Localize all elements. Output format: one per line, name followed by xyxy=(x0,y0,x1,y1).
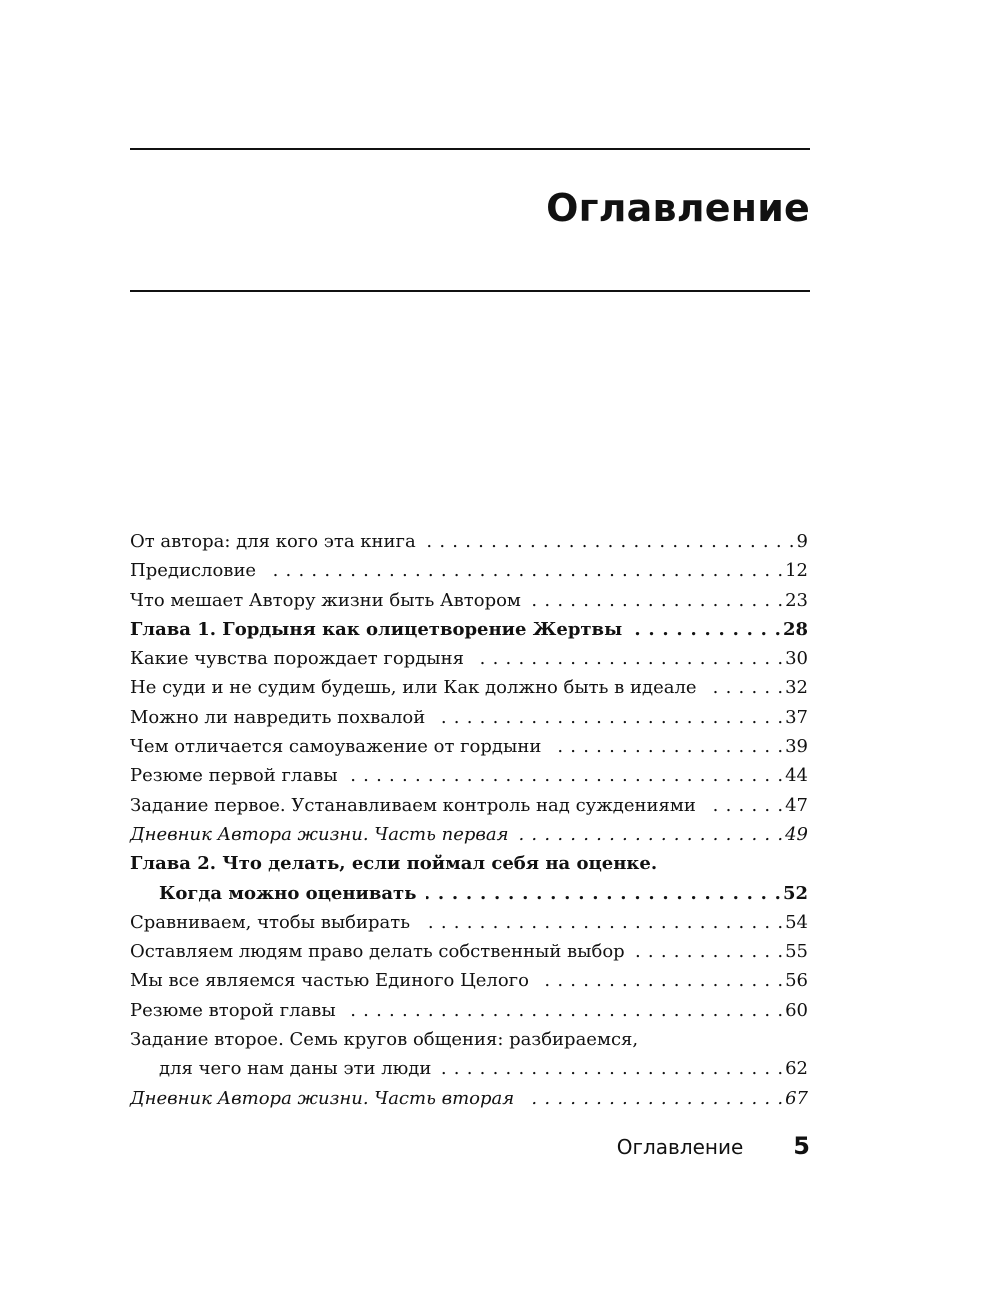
toc-leader-dots xyxy=(420,908,783,937)
toc-leader-dots xyxy=(346,996,783,1025)
toc-entry-page: 32 xyxy=(785,677,808,699)
toc-diary-entry[interactable] xyxy=(130,1084,808,1113)
toc-leader-dots xyxy=(531,586,783,615)
toc-entry-title: Мы все являемся частью Единого Целого xyxy=(130,970,529,992)
toc-entry[interactable] xyxy=(130,761,808,790)
toc-entry-page: 52 xyxy=(782,882,808,904)
toc-entry-title: Предисловие xyxy=(130,560,257,582)
toc-entry-title: Дневник Автора жизни. Часть первая xyxy=(130,823,509,845)
table-of-contents xyxy=(130,527,808,1113)
toc-entry-title: Сравниваем, чтобы выбирать xyxy=(130,911,411,933)
toc-entry-title: Резюме второй главы xyxy=(130,999,336,1021)
toc-leader-dots xyxy=(348,761,784,790)
page-footer xyxy=(617,1132,810,1160)
toc-entry[interactable] xyxy=(130,966,808,995)
toc-leader-dots xyxy=(474,644,783,673)
toc-entry-page: 28 xyxy=(782,618,808,640)
toc-entry[interactable] xyxy=(130,527,808,556)
toc-entry-title: Глава 2. Что делать, если поймал себя на оценке. xyxy=(130,853,658,875)
toc-entry-page: 12 xyxy=(785,560,808,582)
toc-leader-dots xyxy=(266,556,783,585)
toc-diary-entry[interactable] xyxy=(130,820,808,849)
toc-entry[interactable] xyxy=(130,1025,808,1054)
toc-entry-page: 54 xyxy=(785,911,808,933)
toc-leader-dots xyxy=(519,820,784,849)
toc-entry[interactable] xyxy=(130,996,808,1025)
toc-leader-dots xyxy=(632,615,781,644)
page-title: Оглавление xyxy=(546,186,810,230)
toc-entry[interactable] xyxy=(130,703,808,732)
toc-entry-page: 39 xyxy=(785,736,808,758)
toc-entry-title: Что мешает Автору жизни быть Автором xyxy=(130,589,521,611)
toc-entry-title: Оставляем людям право делать собственный выбор xyxy=(130,941,625,963)
toc-leader-dots xyxy=(551,732,783,761)
toc-leader-dots xyxy=(441,1054,783,1083)
toc-leader-dots xyxy=(706,791,783,820)
toc-entry-page: 30 xyxy=(785,648,808,670)
toc-entry[interactable] xyxy=(130,908,808,937)
toc-entry-title: Резюме первой главы xyxy=(130,765,338,787)
toc-entry-title: Не суди и не судим будешь, или Как должно быть в идеале xyxy=(130,677,697,699)
toc-leader-dots xyxy=(635,937,783,966)
toc-entry-page: 23 xyxy=(785,589,808,611)
toc-entry-title: Задание второе. Семь кругов общения: разбираемся, xyxy=(130,1029,639,1051)
toc-entry-page: 62 xyxy=(785,1058,808,1080)
toc-entry-title: Можно ли навредить похвалой xyxy=(130,706,426,728)
toc-entry-page: 55 xyxy=(785,941,808,963)
toc-entry-title: Глава 1. Гордыня как олицетворение Жертвы xyxy=(130,618,623,640)
top-rule xyxy=(130,148,810,150)
toc-chapter-entry-continued[interactable] xyxy=(130,879,808,908)
toc-entry[interactable] xyxy=(130,644,808,673)
toc-entry-continued[interactable] xyxy=(130,1054,808,1083)
toc-entry-title: От автора: для кого эта книга xyxy=(130,531,416,552)
bottom-rule xyxy=(130,290,810,292)
toc-entry-page: 60 xyxy=(785,999,808,1021)
toc-entry-title: Какие чувства порождает гордыня xyxy=(130,648,464,670)
toc-entry-page: 56 xyxy=(785,970,808,992)
toc-entry-title: для чего нам даны эти люди xyxy=(159,1058,432,1080)
toc-entry[interactable] xyxy=(130,791,808,820)
toc-entry-page: 44 xyxy=(785,765,808,787)
toc-leader-dots xyxy=(539,966,783,995)
toc-leader-dots xyxy=(435,703,783,732)
toc-entry-title: Задание первое. Устанавливаем контроль над суждениями xyxy=(130,794,696,816)
toc-entry-page: 37 xyxy=(785,706,808,728)
running-footer-title: Оглавление xyxy=(616,1135,744,1159)
toc-entry-page: 9 xyxy=(796,531,808,552)
page-number: 5 xyxy=(793,1132,810,1160)
toc-entry-title: Чем отличается самоуважение от гордыни xyxy=(130,736,542,758)
toc-entry[interactable] xyxy=(130,556,808,585)
toc-entry-title: Дневник Автора жизни. Часть вторая xyxy=(130,1087,515,1109)
toc-chapter-entry[interactable] xyxy=(130,849,808,878)
toc-chapter-entry[interactable] xyxy=(130,615,808,644)
toc-entry-page: 49 xyxy=(785,823,808,845)
toc-leader-dots xyxy=(524,1084,783,1113)
toc-entry-page: 67 xyxy=(785,1087,808,1109)
toc-entry-title: Когда можно оценивать xyxy=(159,882,417,904)
toc-entry[interactable] xyxy=(130,732,808,761)
toc-entry[interactable] xyxy=(130,673,808,702)
toc-leader-dots xyxy=(707,673,784,702)
toc-entry[interactable] xyxy=(130,586,808,615)
toc-entry-page: 47 xyxy=(785,794,808,816)
toc-leader-dots xyxy=(426,879,781,908)
toc-leader-dots xyxy=(426,527,795,556)
toc-entry[interactable] xyxy=(130,937,808,966)
